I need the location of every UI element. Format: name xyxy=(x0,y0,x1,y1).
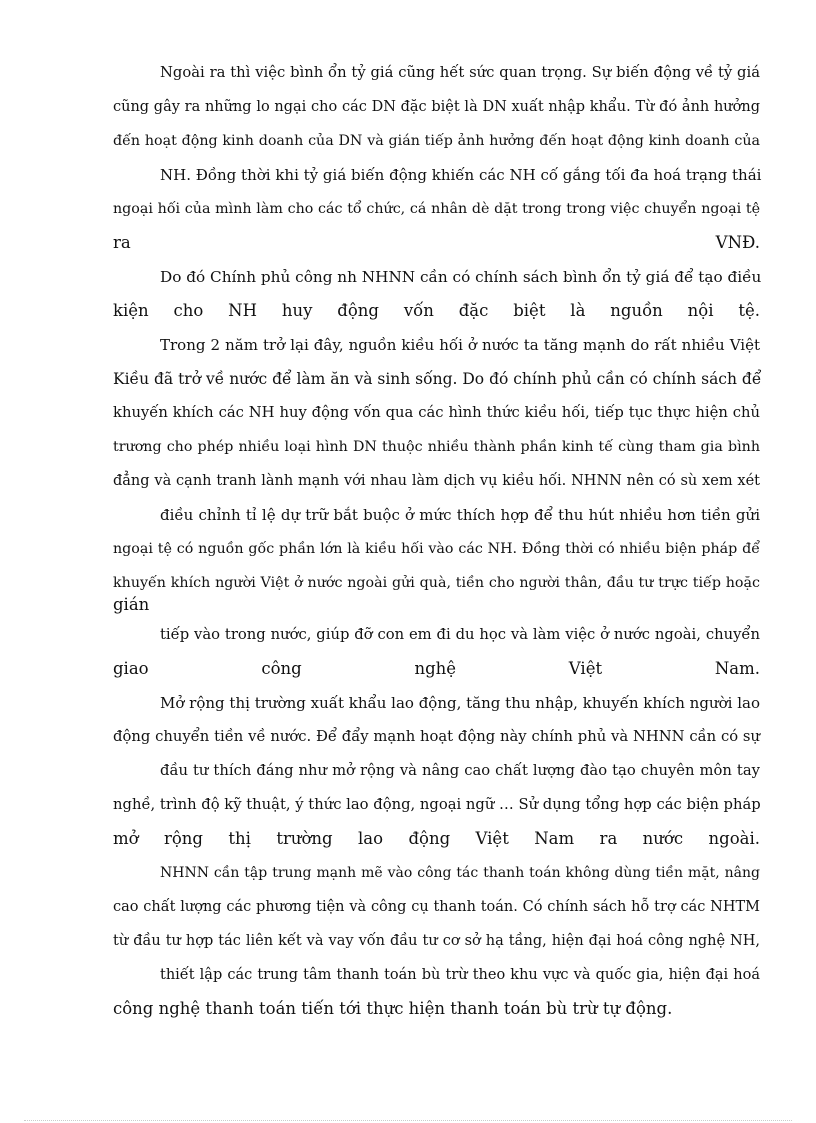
text-line: đầu tư thích đáng như mở rộng và nâng cao chất lượng đào tạo chuyên môn tay xyxy=(160,762,760,779)
text-line: NH. Đồng thời khi tỷ giá biến động khiến các NH cố gắng tối đa hoá trạng thái xyxy=(160,166,762,184)
text-line: NHNN cần tập trung mạnh mẽ vào công tác thanh toán không dùng tiền mặt, nâng xyxy=(160,865,760,881)
text-line: động chuyển tiền về nước. Để đẩy mạnh hoạt động này chính phủ và NHNN cần có sự xyxy=(113,728,760,745)
text-line: từ đầu tư hợp tác liên kết và vay vốn đầu tư cơ sở hạ tầng, hiện đại hoá công nghệ NH, xyxy=(113,933,760,949)
text-line: khuyến khích các NH huy động vốn qua các hình thức kiều hối, tiếp tục thực hiện chủ xyxy=(113,404,760,421)
text-line: mở rộng thị trường lao động Việt Nam ra nước ngoài. xyxy=(113,829,760,848)
text-line: ra VNĐ. xyxy=(113,233,760,252)
text-line: khuyến khích người Việt ở nước ngoài gửi quà, tiền cho người thân, đầu tư trực tiếp hoặc xyxy=(113,575,760,591)
text-line: gián xyxy=(113,595,150,614)
text-line: ngoại tệ có nguồn gốc phần lớn là kiều hối vào các NH. Đồng thời có nhiều biện pháp để xyxy=(113,541,760,557)
text-line: cũng gây ra những lo ngại cho các DN đặc biệt là DN xuất nhập khẩu. Từ đó ảnh hưởng xyxy=(113,99,760,115)
page-bottom-rule xyxy=(24,1120,792,1121)
text-line: nghề, trình độ kỹ thuật, ý thức lao động, ngoại ngữ … Sử dụng tổng hợp các biện pháp xyxy=(113,796,761,813)
text-line: Trong 2 năm trở lại đây, nguồn kiều hối ở nước ta tăng mạnh do rất nhiều Việt xyxy=(160,336,760,354)
text-line: Do đó Chính phủ công nh NHNN cần có chính sách bình ổn tỷ giá để tạo điều xyxy=(160,268,762,286)
text-line: trương cho phép nhiều loại hình DN thuộc nhiều thành phần kinh tế cùng tham gia bình xyxy=(113,439,760,455)
text-line: thiết lập các trung tâm thanh toán bù trừ theo khu vực và quốc gia, hiện đại hoá xyxy=(160,967,760,983)
text-line: ngoại hối của mình làm cho các tổ chức, cá nhân dè dặt trong trong việc chuyển ngoại tệ xyxy=(113,201,760,217)
text-line: đến hoạt động kinh doanh của DN và gián tiếp ảnh hưởng đến hoạt động kinh doanh của xyxy=(113,133,760,149)
text-line: công nghệ thanh toán tiến tới thực hiện thanh toán bù trừ tự động. xyxy=(113,999,673,1018)
text-line: đẳng và cạnh tranh lành mạnh với nhau làm dịch vụ kiều hối. NHNN nên có sù xem xét xyxy=(113,473,760,489)
text-line: điều chỉnh tỉ lệ dự trữ bắt buộc ở mức thích hợp để thu hút nhiều hơn tiền gửi xyxy=(160,506,760,524)
text-line: kiện cho NH huy động vốn đặc biệt là nguồn nội tệ. xyxy=(113,301,760,320)
text-line: Kiều đã trở về nước để làm ăn và sinh sống. Do đó chính phủ cần có chính sách để xyxy=(113,370,762,388)
text-line: tiếp vào trong nước, giúp đỡ con em đi du học và làm việc ở nước ngoài, chuyển xyxy=(160,626,760,643)
text-line: giao công nghệ Việt Nam. xyxy=(113,659,760,678)
text-line: Ngoài ra thì việc bình ổn tỷ giá cũng hết sức quan trọng. Sự biến động về tỷ giá xyxy=(160,64,760,81)
text-line: Mở rộng thị trường xuất khẩu lao động, tăng thu nhập, khuyến khích người lao xyxy=(160,694,760,712)
text-line: cao chất lượng các phương tiện và công cụ thanh toán. Có chính sách hỗ trợ các NHTM xyxy=(113,899,760,915)
